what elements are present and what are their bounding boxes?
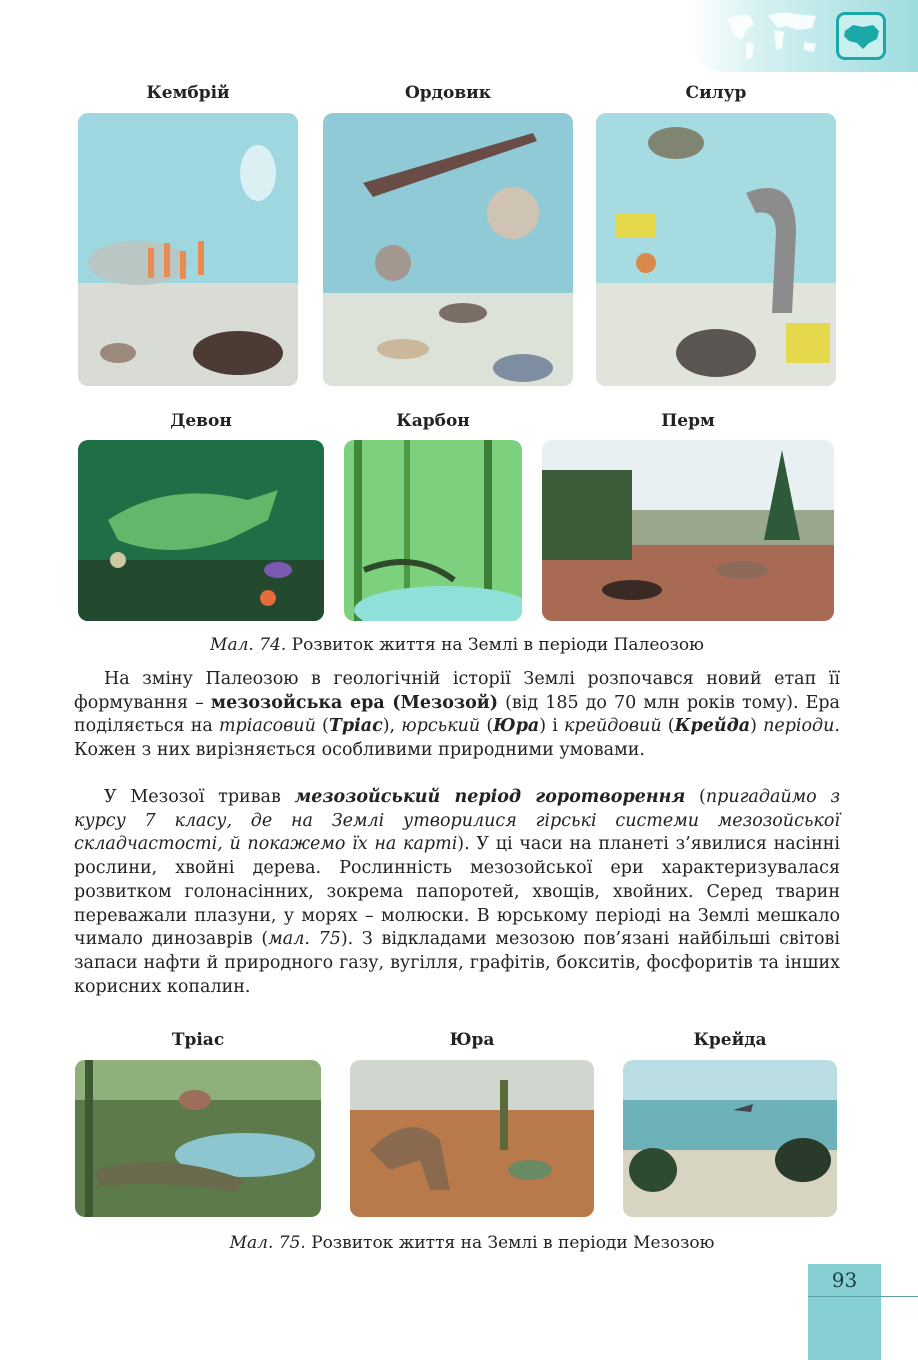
world-map-icon [720, 6, 830, 64]
jurassic-illustration [350, 1060, 594, 1217]
term-trias: Тріас [328, 716, 383, 737]
page-number: 93 [831, 1268, 858, 1292]
paragraph-mesozoic-orogeny: У Мезозої тривав мезозойський період горотворення (пригадаймо з курсу 7 класу, де на Землі утворилися гірські системи мезозойської складчастості, й покажемо їх на карті). У ці часи на планеті з’явилися насінні рослини, хвойні дерева. Рослинність мезозойської ери характеризувалася розвитком голонасінних, зокрема папоротей, хвощів, хвойних. Серед тварин переважали плазуни, у морях – молюски. В юрському періоді на Землі мешкало чимало динозаврів (мал. 75). З відкладами мезозою пов’язані найбільші світові запаси нафти й природного газу, вугілля, графітів, бокситів, фосфоритів та інших корисних копалин. [74, 787, 841, 997]
caption-text: Розвиток життя на Землі в періоди Мезозою [305, 1233, 715, 1253]
ukraine-map-icon [836, 12, 886, 60]
label-kreyda: Крейда [693, 1030, 767, 1050]
label-devon: Девон [170, 411, 232, 431]
term-mesozoic-orogeny: мезозойський період горотворення [294, 787, 686, 807]
term-yura: Юра [493, 716, 540, 737]
term-kreyda: Крейда [674, 716, 751, 737]
label-perm: Перм [661, 411, 715, 431]
page-number-rule [808, 1296, 918, 1297]
paragraph-mesozoic-intro: На зміну Палеозою в геологічній історії Землі розпочався новий етап її формування – мезозойська ера (Мезозой) (від 185 до 70 млн років тому). Ера поділяється на тріасовий (Тріас), юрський (Юра) і крейдовий (Крейда) періоди. Кожен з них вирізняється особливими природними умовами. [74, 669, 840, 761]
label-yura: Юра [449, 1030, 495, 1050]
label-trias: Тріас [171, 1030, 225, 1050]
term-mesozoic-era: мезозойська ера (Мезозой) [210, 692, 499, 713]
cretaceous-illustration [623, 1060, 837, 1217]
label-ordovyk: Ордовик [404, 83, 492, 103]
figure-75-caption [74, 1233, 870, 1253]
triassic-illustration [75, 1060, 321, 1217]
cambrian-illustration [78, 113, 298, 386]
devonian-illustration [78, 440, 324, 621]
caption-number: Мал. 74. [210, 635, 287, 655]
carboniferous-illustration [344, 440, 522, 621]
label-kembriy: Кембрій [146, 83, 230, 103]
permian-illustration [542, 440, 834, 621]
silurian-illustration [596, 113, 836, 386]
label-sylur: Силур [685, 83, 747, 103]
label-karbon: Карбон [396, 411, 470, 431]
header-banner [690, 0, 918, 72]
caption-text: Розвиток життя на Землі в періоди Палеозою [286, 635, 704, 655]
ordovician-illustration [323, 113, 573, 386]
figure-74-caption [74, 635, 840, 655]
caption-number: Мал. 75. [229, 1233, 306, 1253]
